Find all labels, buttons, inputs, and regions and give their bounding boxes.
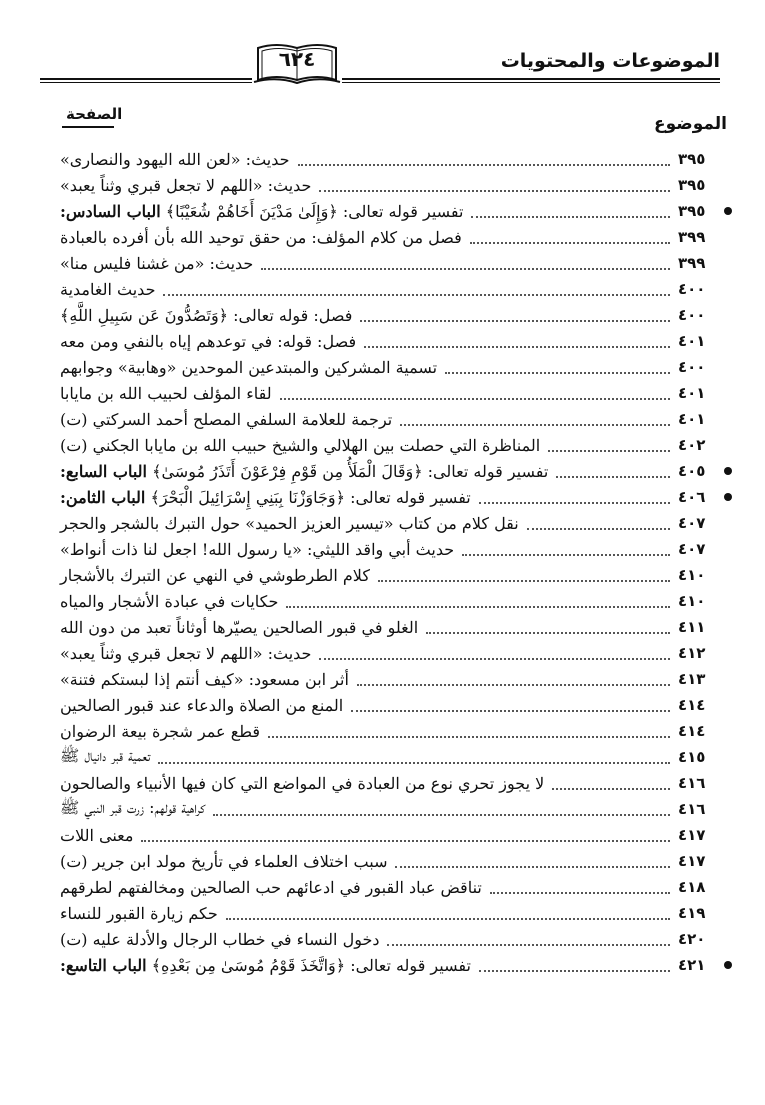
dot-leader	[527, 516, 670, 530]
dot-leader	[319, 178, 670, 192]
entry-title: تفسير قوله تعالى: ﴿وَجَاوَزْنَا بِبَنِي إِسْرَائِيلَ الْبَحْرَ﴾	[150, 487, 471, 507]
entry-title: نقل كلام من كتاب «تيسير العزيز الحميد» حول التبرك بالشجر والحجر	[60, 513, 519, 533]
dot-leader	[556, 464, 670, 478]
entry-title: فصل: قوله: في توعدهم إياه بالنفي ومن معه	[60, 331, 357, 351]
entry-title: حديث: «اللهم لا تجعل قبري وثناً يعبد»	[60, 175, 312, 195]
chapter-label: الباب السابع:	[60, 461, 147, 481]
entry-title: كراهية قولهم: زرت قبر النبي ﷺ	[60, 797, 206, 817]
entry-page: ٣٩٥	[678, 176, 706, 194]
entry-title: حديث: «من غشنا فليس منا»	[60, 253, 254, 273]
dot-leader	[298, 152, 670, 166]
chapter-label: الباب الثامن:	[60, 487, 146, 507]
dot-leader	[490, 880, 670, 894]
entry-title: تسمية المشركين والمبتدعين الموحدين «وهابية» وجوابهم	[60, 357, 438, 377]
toc-entry	[60, 926, 718, 952]
entry-page: ٣٩٩	[678, 228, 706, 246]
entry-page: ٤١٦	[678, 800, 706, 818]
dot-leader	[364, 334, 670, 348]
dot-leader	[213, 802, 670, 816]
toc-entry	[60, 510, 718, 536]
dot-leader	[400, 412, 670, 426]
dot-leader	[280, 386, 670, 400]
toc-entry	[60, 796, 718, 822]
dot-leader	[319, 646, 670, 660]
toc-entry	[60, 406, 718, 432]
dot-leader	[395, 854, 670, 868]
toc-entry	[60, 666, 718, 692]
header-rule	[40, 78, 720, 80]
toc-entry	[60, 744, 718, 770]
dot-leader	[226, 906, 670, 920]
entry-page: ٤١٦	[678, 774, 706, 792]
toc-entry	[60, 588, 718, 614]
toc-entry	[60, 276, 718, 302]
entry-page: ٤١٤	[678, 722, 706, 740]
toc-entry	[60, 250, 718, 276]
dot-leader	[462, 542, 670, 556]
toc-entry	[60, 900, 718, 926]
toc-entry	[60, 692, 718, 718]
running-header	[40, 40, 720, 88]
entry-page: ٤٢١	[678, 956, 706, 974]
entry-title: قطع عمر شجرة بيعة الرضوان	[60, 721, 260, 741]
entry-page: ٤١٨	[678, 878, 706, 896]
dot-leader	[141, 828, 670, 842]
entry-page: ٤٠١	[678, 332, 706, 350]
dot-leader	[158, 750, 670, 764]
entry-title: لا يجوز تحري نوع من العبادة في المواضع التي كان فيها الأنبياء والصالحون	[60, 773, 545, 793]
toc-chapter-entry	[60, 484, 718, 510]
toc-entry	[60, 614, 718, 640]
toc-entry	[60, 536, 718, 562]
entry-page: ٤١٤	[678, 696, 706, 714]
toc-chapter-entry	[60, 952, 718, 978]
toc-entry	[60, 848, 718, 874]
dot-leader	[470, 230, 670, 244]
entry-title: تفسير قوله تعالى: ﴿وَاتَّخَذَ قَوْمُ مُوسَىٰ مِن بَعْدِهِ﴾	[151, 955, 471, 975]
entry-title: سبب اختلاف العلماء في تأريخ مولد ابن جرير (ت)	[60, 851, 388, 871]
entry-title: دخول النساء في خطاب الرجال والأدلة عليه (ت)	[60, 929, 380, 949]
entry-page: ٤١١	[678, 618, 706, 636]
entry-page: ٤١٠	[678, 592, 706, 610]
toc-entry	[60, 224, 718, 250]
column-heading-page: الصفحة	[66, 105, 123, 123]
chapter-label: الباب السادس:	[60, 201, 161, 221]
entry-title: حديث الغامدية	[60, 279, 156, 299]
bullet-icon	[724, 493, 732, 501]
toc-entry	[60, 874, 718, 900]
toc-entry	[60, 770, 718, 796]
dot-leader	[479, 490, 670, 504]
entry-title: حديث: «لعن الله اليهود والنصارى»	[60, 149, 290, 169]
dot-leader	[445, 360, 670, 374]
dot-leader	[357, 672, 670, 686]
toc-chapter-entry	[60, 458, 718, 484]
toc-entry	[60, 640, 718, 666]
entry-page: ٤١٣	[678, 670, 706, 688]
bullet-icon	[724, 207, 732, 215]
entry-page: ٤٠١	[678, 410, 706, 428]
toc-entry	[60, 328, 718, 354]
entry-page: ٣٩٩	[678, 254, 706, 272]
entry-title: ترجمة للعلامة السلفي المصلح أحمد السركتي (ت)	[60, 409, 393, 429]
entry-title: تفسير قوله تعالى: ﴿وَقَالَ الْمَلَأُ مِن قَوْمِ فِرْعَوْنَ أَتَذَرُ مُوسَىٰ﴾	[152, 461, 549, 481]
entry-title: تناقض عباد القبور في ادعائهم حب الصالحين ومخالفتهم لطرقهم	[60, 877, 482, 897]
entry-page: ٤٠٦	[678, 488, 706, 506]
entry-page: ٤١٠	[678, 566, 706, 584]
dot-leader	[387, 932, 670, 946]
entry-page: ٤٠٢	[678, 436, 706, 454]
toc-chapter-entry	[60, 198, 718, 224]
entry-title: فصل: قوله تعالى: ﴿وَتَصُدُّونَ عَن سَبِيلِ اللَّهِ﴾	[60, 305, 353, 325]
toc-entry	[60, 718, 718, 744]
dot-leader	[552, 776, 670, 790]
table-of-contents	[60, 146, 718, 978]
entry-title: المنع من الصلاة والدعاء عند قبور الصالحين	[60, 695, 344, 715]
dot-leader	[261, 256, 670, 270]
dot-leader	[426, 620, 670, 634]
dot-leader	[286, 594, 670, 608]
entry-page: ٤٠٧	[678, 514, 706, 532]
bullet-icon	[724, 961, 732, 969]
entry-title: حكم زيارة القبور للنساء	[60, 903, 218, 923]
dot-leader	[378, 568, 670, 582]
entry-title: تفسير قوله تعالى: ﴿وَإِلَىٰ مَدْيَنَ أَخَاهُمْ شُعَيْبًا﴾	[165, 201, 464, 221]
toc-entry	[60, 432, 718, 458]
toc-entry	[60, 562, 718, 588]
entry-title: حديث أبي واقد الليثي: «يا رسول الله! اجعل لنا ذات أنواط»	[60, 539, 455, 559]
dot-leader	[548, 438, 670, 452]
entry-page: ٣٩٥	[678, 202, 706, 220]
toc-entry	[60, 354, 718, 380]
entry-title: حديث: «اللهم لا تجعل قبري وثناً يعبد»	[60, 643, 312, 663]
entry-title: المناظرة التي حصلت بين الهلالي والشيخ حبيب الله بن مايابا الجكني (ت)	[60, 435, 541, 455]
entry-page: ٤٠٥	[678, 462, 706, 480]
column-heading-topic: الموضوع	[654, 114, 727, 134]
dot-leader	[163, 282, 670, 296]
entry-title: كلام الطرطوشي في النهي عن التبرك بالأشجار	[60, 565, 370, 585]
entry-page: ٤٠٠	[678, 306, 706, 324]
entry-title: فصل من كلام المؤلف: من حقق توحيد الله بأن أفرده بالعبادة	[60, 227, 462, 247]
column-heading-underline	[62, 126, 114, 128]
toc-entry	[60, 380, 718, 406]
dot-leader	[351, 698, 670, 712]
entry-page: ٤١٥	[678, 748, 706, 766]
entry-title: معنى اللات	[60, 825, 134, 845]
toc-entry	[60, 146, 718, 172]
entry-page: ٤١٩	[678, 904, 706, 922]
dot-leader	[471, 204, 670, 218]
entry-title: أثر ابن مسعود: «كيف أنتم إذا لبستكم فتنة»	[60, 669, 349, 689]
dot-leader	[268, 724, 670, 738]
entry-page: ٤٠١	[678, 384, 706, 402]
entry-page: ٤١٧	[678, 852, 706, 870]
entry-title: تعمية قبر دانيال ﷺ	[60, 745, 151, 765]
entry-page: ٤٢٠	[678, 930, 706, 948]
entry-page: ٤٠٧	[678, 540, 706, 558]
toc-entry	[60, 172, 718, 198]
entry-page: ٣٩٥	[678, 150, 706, 168]
entry-title: الغلو في قبور الصالحين يصيّرها أوثاناً تعبد من دون الله	[60, 617, 419, 637]
dot-leader	[479, 958, 670, 972]
entry-page: ٤١٢	[678, 644, 706, 662]
toc-entry	[60, 822, 718, 848]
entry-page: ٤٠٠	[678, 358, 706, 376]
entry-page: ٤٠٠	[678, 280, 706, 298]
page-number: ٦٢٤	[278, 47, 316, 71]
entry-page: ٤١٧	[678, 826, 706, 844]
dot-leader	[360, 308, 670, 322]
bullet-icon	[724, 467, 732, 475]
entry-title: حكايات في عبادة الأشجار والمياه	[60, 591, 279, 611]
header-rule-thin	[40, 82, 720, 83]
chapter-label: الباب التاسع:	[60, 955, 147, 975]
entry-title: لقاء المؤلف لحبيب الله بن مايابا	[60, 383, 272, 403]
toc-entry	[60, 302, 718, 328]
page-number-badge	[252, 40, 342, 84]
header-title: الموضوعات والمحتويات	[500, 50, 720, 72]
